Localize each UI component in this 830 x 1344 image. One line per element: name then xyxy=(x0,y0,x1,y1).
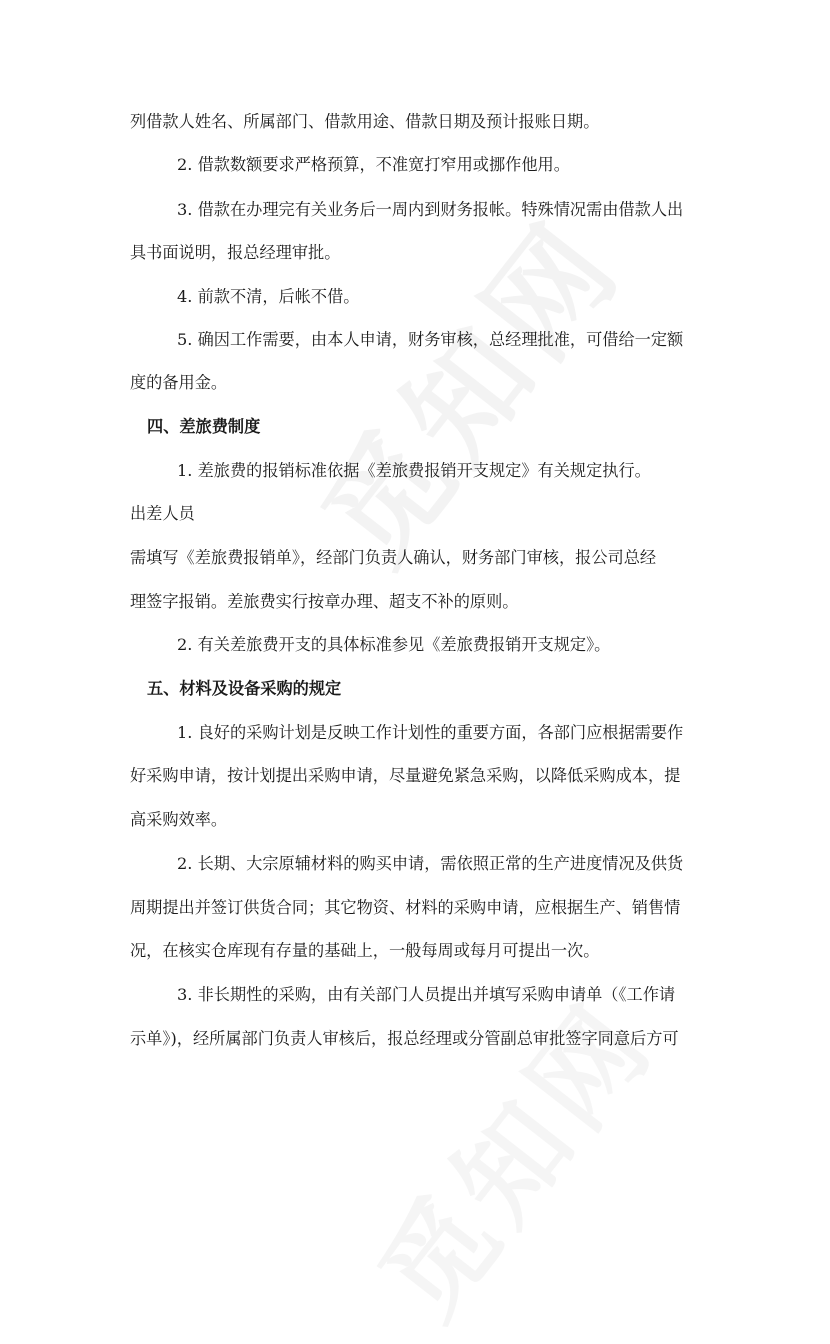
paragraph-line: 3. 借款在办理完有关业务后一周内到财务报帐。特殊情况需由借款人出 xyxy=(177,200,684,219)
paragraph-line: 4. 前款不清，后帐不借。 xyxy=(177,287,360,306)
paragraph-line: 具书面说明，报总经理审批。 xyxy=(130,243,341,262)
paragraph-line: 列借款人姓名、所属部门、借款用途、借款日期及预计报账日期。 xyxy=(130,112,600,131)
paragraph-line: 3. 非长期性的采购，由有关部门人员提出并填写采购申请单（《工作请 xyxy=(177,985,676,1004)
paragraph-line: 出差人员 xyxy=(130,504,195,523)
paragraph-line: 2. 长期、大宗原辅材料的购买申请，需依照正常的生产进度情况及供货 xyxy=(177,854,684,873)
watermark-lower xyxy=(337,964,683,1344)
paragraph-line: 1. 良好的采购计划是反映工作计划性的重要方面，各部门应根据需要作 xyxy=(177,723,684,742)
section-heading-travel: 四、差旅费制度 xyxy=(147,417,261,436)
paragraph-line: 况，在核实仓库现有存量的基础上，一般每周或每月可提出一次。 xyxy=(130,941,600,960)
paragraph-line: 5. 确因工作需要，由本人申请，财务审核，总经理批准，可借给一定额 xyxy=(177,330,684,349)
paragraph-line: 高采购效率。 xyxy=(130,810,228,829)
section-heading-procurement: 五、材料及设备采购的规定 xyxy=(147,679,342,698)
paragraph-line: 2. 有关差旅费开支的具体标准参见《差旅费报销开支规定》。 xyxy=(177,635,611,654)
paragraph-line: 度的备用金。 xyxy=(130,373,228,392)
paragraph-line: 理签字报销。差旅费实行按章办理、超支不补的原则。 xyxy=(130,592,519,611)
paragraph-line: 示单》)，经所属部门负责人审核后，报总经理或分管副总审批签字同意后方可 xyxy=(130,1029,679,1048)
paragraph-line: 周期提出并签订供货合同；其它物资、材料的采购申请，应根据生产、销售情 xyxy=(130,898,681,917)
paragraph-line: 需填写《差旅费报销单》，经部门负责人确认，财务部门审核，报公司总经 xyxy=(130,548,657,567)
paragraph-line: 1. 差旅费的报销标准依据《差旅费报销开支规定》有关规定执行。 xyxy=(177,461,651,480)
paragraph-line: 好采购申请，按计划提出采购申请，尽量避免紧急采购，以降低采购成本，提 xyxy=(130,766,681,785)
paragraph-line: 2. 借款数额要求严格预算，不准宽打窄用或挪作他用。 xyxy=(177,155,570,174)
